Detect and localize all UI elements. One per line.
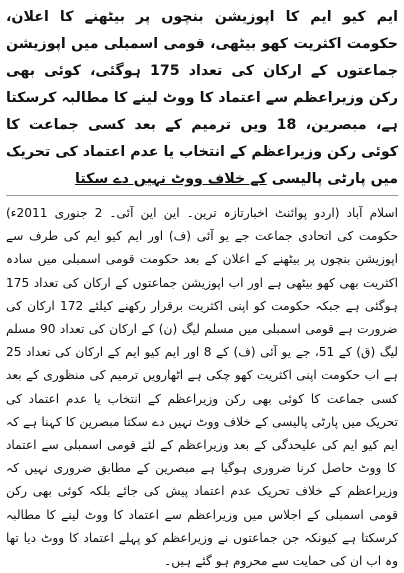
body-line: بھی رکن وزیراعظم کے انتخاب یا عدم اعتماد کی تحریک میں پارٹی پالیسی کے خلاف ووٹ [6,391,398,429]
body-line: وزیراعظم کے خلاف تحریک عدم اعتماد پیش کی جائے بلکہ کوئی بھی رکن قومی اسمبلی کے اجلاس [6,484,398,522]
body-line: نہیں دے سکتا مبصرین کا کہنا ہے کہ ایم کیو ایم کی علیحدگی کے بعد وزیراعظم کے لئے قومی [6,414,399,453]
body-line: اسمبلی سے اعتماد کا ووٹ حاصل کرنا ضروری ہوگیا ہے مبصرین کے مطابق ضروری نہیں کہ [6,438,397,476]
body-line: کے اعلان کے بعد حکومت قومی اسمبلی میں سادہ اکثریت بھی کھو بیٹھی ہے اور اب اپوزیشن [6,252,398,290]
body-line: کی اتحادی جماعت جے یو آئی (ف) اور ایم کیو ایم کی طرف سے اپوزیشن بنچوں پر بیٹھنے [6,229,398,267]
body-line: کو پہلے اعتماد کا ووٹ دیا تھا وہ اب ان کی حمایت سے محروم ہو گئے ہیں۔ [6,530,398,569]
headline [6,4,398,196]
body-line: اسلام آباد (اردو پوائنٹ اخبارتازہ ترین۔ این این آئی۔ 2 جنوری 2011ء) حکومت [6,206,398,244]
headline-line: جماعت کا کوئی رکن وزیراعظم کے انتخاب یا عدم اعتماد کی تحریک میں پارٹی پالیسی [6,117,398,187]
headline-line: میں اپوزیشن جماعتوں کے ارکان کی تعداد 175 ہوگئی، کوئی بھی رکن وزیراعظم [6,36,398,106]
body-line: لیگ (ق) کے 51، جے یو آئی (ف) کے 8 اور ایم کیو ایم کے ارکان کی تعداد 25 ہے [6,345,398,383]
body-line: میں وزیراعظم سے اعتماد کا ووٹ لینے کا مطالبہ کرسکتا ہے کیونکہ جن جماعتوں نے وزیراعظم [6,507,398,545]
article-body [6,202,398,573]
headline-line: سے اعتماد کا ووٹ لینے کا مطالبہ کرسکتا ہے، مبصرین، 18 ویں ترمیم کے بعد کسی [6,90,398,133]
headline-line: کے خلاف ووٹ نہیں دے سکتا [75,171,267,187]
body-line: اب حکومت اپنی اکثریت کھو چکی ہے اٹھارویں ترمیم کی منظوری کے بعد کسی جماعت کا کوئی [6,368,398,406]
body-line: 172 ارکان کی ضرورت ہے قومی اسمبلی میں مسلم لیگ (ن) کے ارکان کی تعداد 90 مسلم [6,298,398,337]
body-line: جماعتوں کے ارکان کی تعداد 175 ہوگئی ہے جبکہ حکومت کو اپنی اکثریت برقرار رکھنے کیلئے [6,275,399,313]
headline-line: ایم کیو ایم کا اپوزیشن بنچوں پر بیٹھنے کا اعلان، حکومت اکثریت کھو بیٹھی، قومی اسمبلی [6,9,398,52]
